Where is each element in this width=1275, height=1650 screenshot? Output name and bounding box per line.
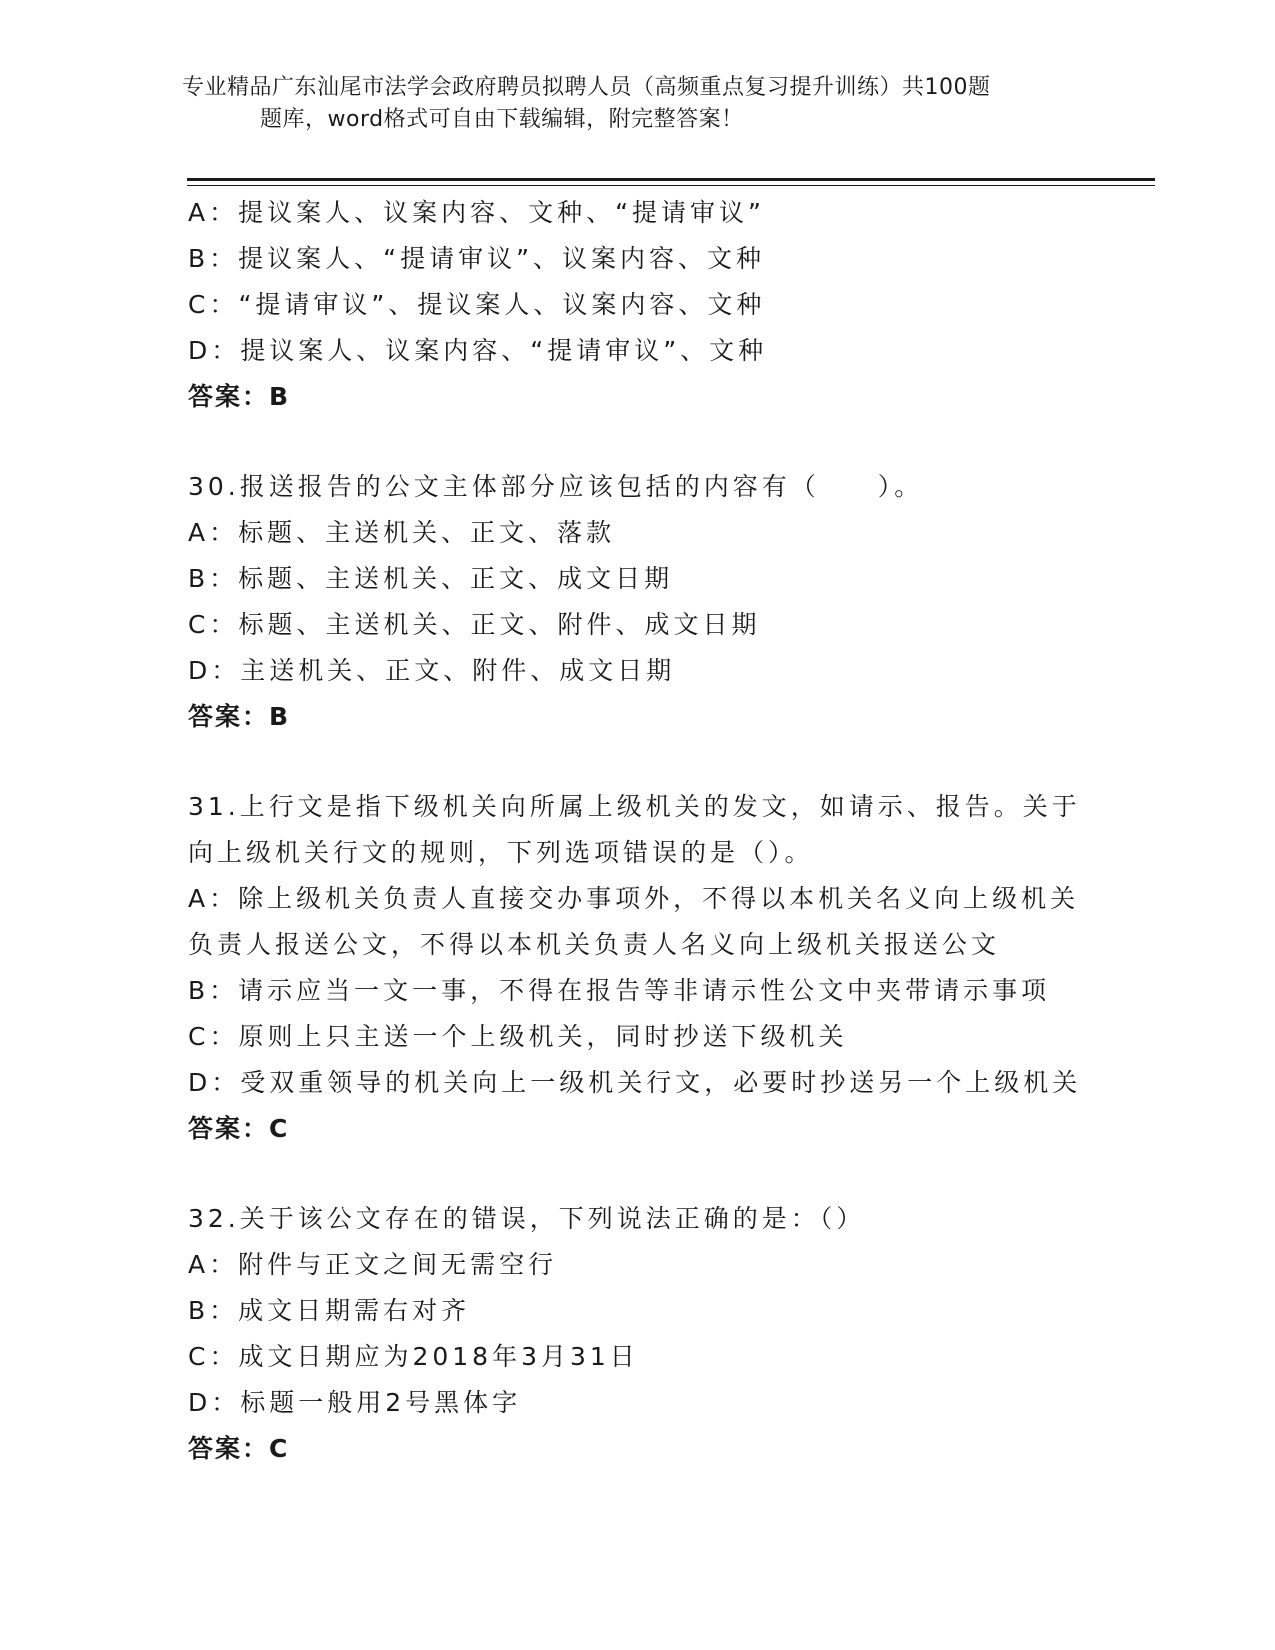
question-block-30 xyxy=(188,464,1088,740)
spacer xyxy=(188,1152,1088,1196)
header-title-line2: 题库，word格式可自由下载编辑，附完整答案！ xyxy=(260,107,744,132)
question-stem: 30.报送报告的公文主体部分应该包括的内容有（ ）。 xyxy=(188,472,924,501)
answer-line: 答案：C xyxy=(188,1434,290,1463)
questions-content xyxy=(188,190,1088,1472)
option-a-line1: A：除上级机关负责人直接交办事项外，不得以本机关名义向上级机关 xyxy=(188,884,1080,913)
option-d: D：主送机关、正文、附件、成文日期 xyxy=(188,656,676,685)
option-b: B：请示应当一文一事，不得在报告等非请示性公文中夹带请示事项 xyxy=(188,976,1051,1005)
option-d: D：提议案人、议案内容、“提请审议”、文种 xyxy=(188,336,768,365)
option-c: C：标题、主送机关、正文、附件、成文日期 xyxy=(188,610,761,639)
answer-line: 答案：C xyxy=(188,1114,290,1143)
option-d: D：受双重领导的机关向上一级机关行文，必要时抄送另一个上级机关 xyxy=(188,1068,1082,1097)
option-c: C：成文日期应为2018年3月31日 xyxy=(188,1342,639,1371)
option-a: A：提议案人、议案内容、文种、“提请审议” xyxy=(188,198,766,227)
question-stem: 32.关于该公文存在的错误，下列说法正确的是：（） xyxy=(188,1204,866,1233)
option-a-line2: 负责人报送公文，不得以本机关负责人名义向上级机关报送公文 xyxy=(188,930,1001,959)
option-a: A：附件与正文之间无需空行 xyxy=(188,1250,558,1279)
question-block-32 xyxy=(188,1196,1088,1472)
option-b: B：标题、主送机关、正文、成文日期 xyxy=(188,564,674,593)
option-c: C：“提请审议”、提议案人、议案内容、文种 xyxy=(188,290,766,319)
answer-line: 答案：B xyxy=(188,382,291,411)
question-block xyxy=(188,190,1088,420)
header-divider-thick xyxy=(187,178,1155,181)
option-b: B：成文日期需右对齐 xyxy=(188,1296,471,1325)
option-a: A：标题、主送机关、正文、落款 xyxy=(188,518,616,547)
spacer xyxy=(188,420,1088,464)
answer-line: 答案：B xyxy=(188,702,291,731)
header-divider-thin xyxy=(187,185,1155,186)
spacer xyxy=(188,740,1088,784)
question-stem-line2: 向上级机关行文的规则，下列选项错误的是（）。 xyxy=(188,838,814,867)
option-d: D：标题一般用2号黑体字 xyxy=(188,1388,522,1417)
document-header xyxy=(182,72,1082,136)
header-title-line1: 专业精品广东汕尾市法学会政府聘员拟聘人员（高频重点复习提升训练）共100题 xyxy=(182,75,991,100)
option-c: C：原则上只主送一个上级机关，同时抄送下级机关 xyxy=(188,1022,848,1051)
question-block-31 xyxy=(188,784,1088,1152)
question-stem-line1: 31.上行文是指下级机关向所属上级机关的发文，如请示、报告。关于 xyxy=(188,792,1081,821)
option-b: B：提议案人、“提请审议”、议案内容、文种 xyxy=(188,244,766,273)
